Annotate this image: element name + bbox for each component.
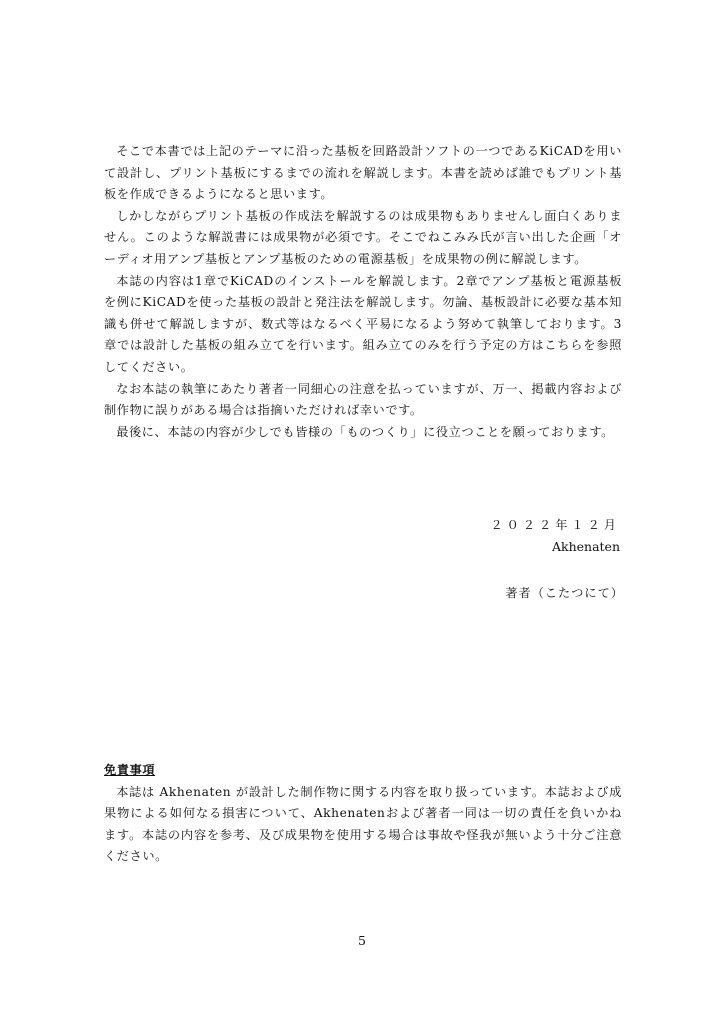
signature-name: Akhenaten [551, 539, 620, 554]
paragraph-deliverables: しかしながらプリント基板の作成法を解説するのは成果物もありませんし面白くありません。このような解説書には成果物が必須です。そこでねこみみ氏が言い出した企画「オーディオ用アンプ基板とアンプ基板のための電源基板」を成果物の例に解説します。 [104, 208, 622, 266]
paragraph-closing: 最後に、本誌の内容が少しでも皆様の「ものつくり」に役立つことを願っております。 [116, 424, 614, 439]
disclaimer-section [104, 760, 622, 868]
disclaimer-heading: 免責事項 [104, 763, 156, 777]
paragraph-kicad-intro: そこで本書では上記のテーマに沿った基板を回路設計ソフトの一つであるKiCADを用いて設計し、プリント基板にするまでの流れを解説します。本書を読めば誰でもプリント基板を作成できるようになると思います。 [104, 144, 622, 202]
signature-date: ２０２２年１２月 [490, 518, 620, 532]
signature-author: 著者（こたつにて） [505, 586, 624, 600]
paragraph-errata: なお本誌の執筆にあたり著者一同細心の注意を払っていますが、万一、掲載内容および制作物に誤りがある場合は指摘いただければ幸いです。 [104, 381, 622, 418]
disclaimer-text: 本誌は Akhenaten が設計した制作物に関する内容を取り扱っています。本誌および成果物による如何なる損害について、Akhenatenおよび著者一同は一切の責任を負いかねます。本誌の内容を参考、及び成果物を使用する場合は事故や怪我が無いよう十分ご注意ください。 [104, 784, 622, 864]
preface-body [104, 141, 622, 443]
paragraph-chapter-outline: 本誌の内容は1章でKiCADのインストールを解説します。2章でアンプ基板と電源基板を例にKiCADを使った基板の設計と発注法を解説します。勿論、基板設計に必要な基本知識も併せて解説しますが、数式等はなるべく平易になるよう努めて執筆しております。3章では設計した基板の組み立てを行います。組み立てのみを行う予定の方はこちらを参照してください。 [104, 273, 622, 374]
page-number: 5 [358, 933, 366, 948]
